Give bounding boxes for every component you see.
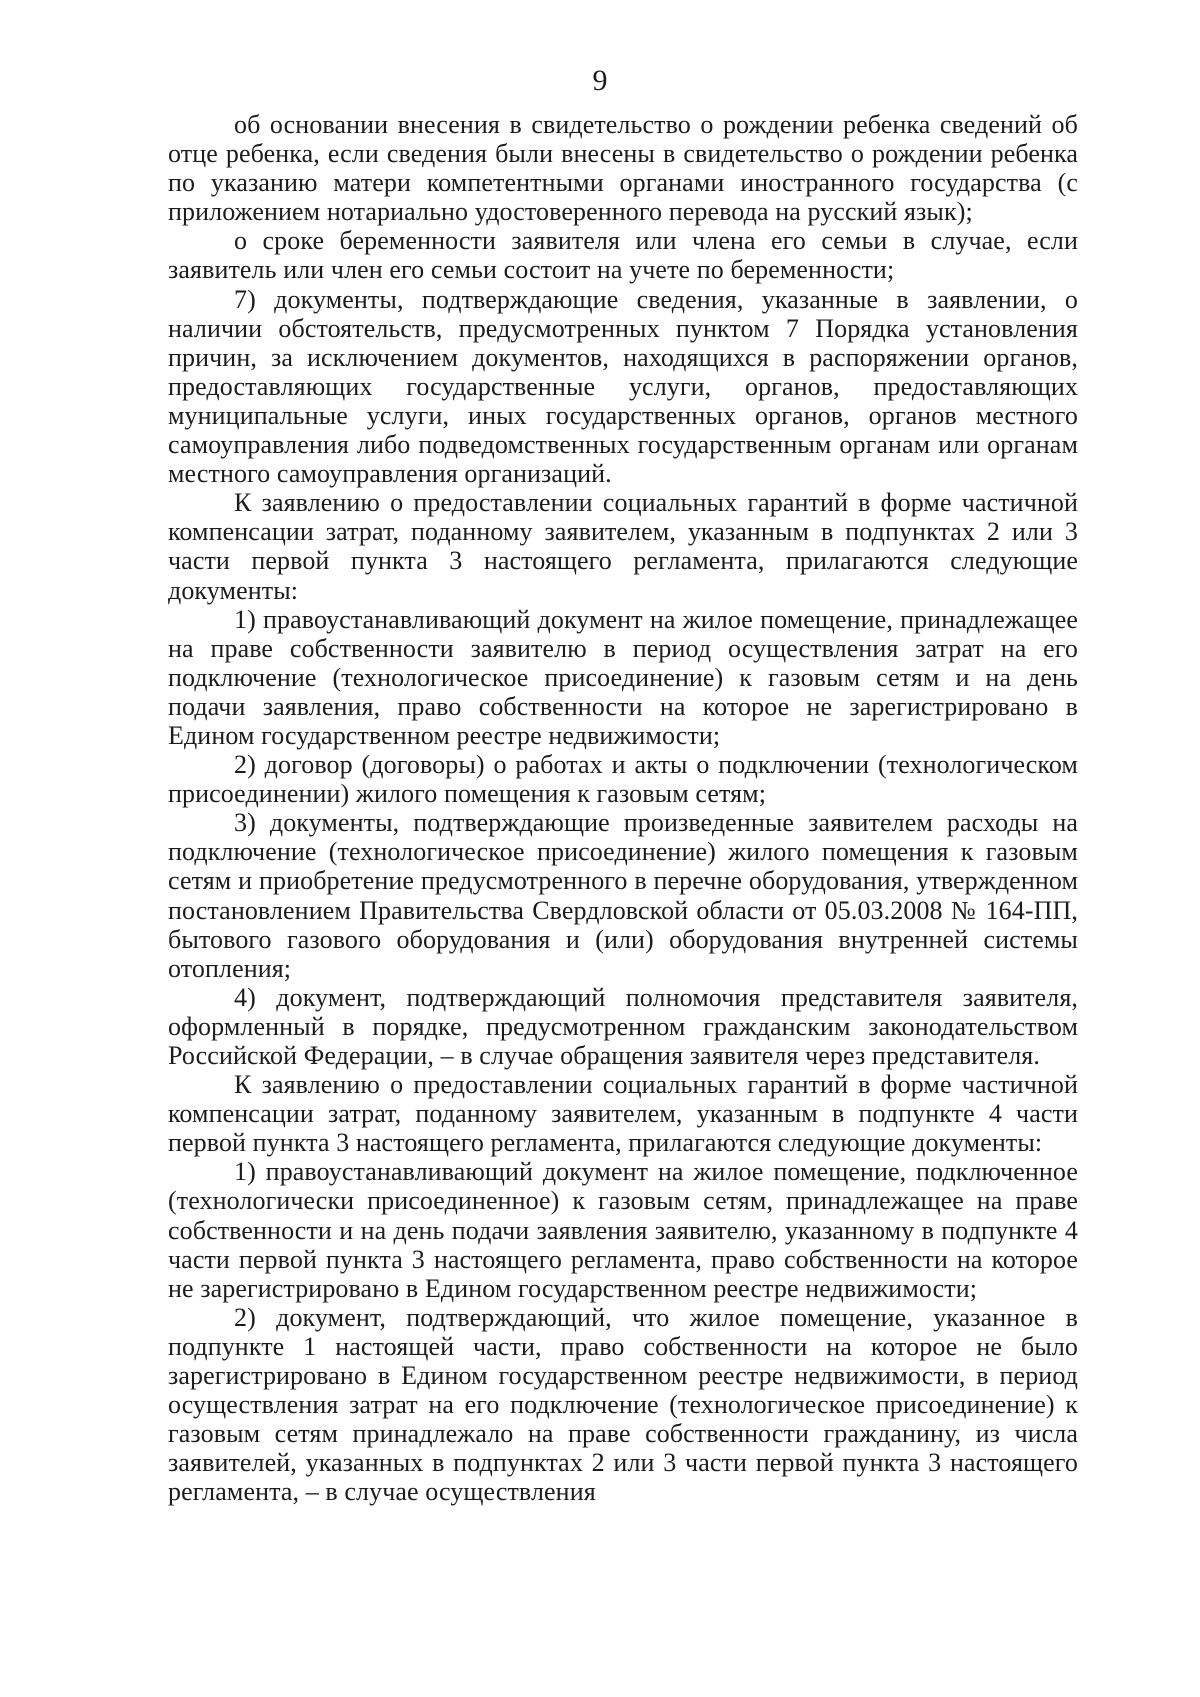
list-item-2-ownership-confirmation: 2) документ, подтверждающий, что жилое помещение, указанное в подпункте 1 настоящей части, право собственности на которое не было зарегистрировано в Едином государственном реестре недвижимости, в период осуществления затрат на его подключение (технологическое присоединение) к газовым сетям принадлежало на праве собственности гражданину, из числа заявителей, указанных в подпунктах 2 или 3 части первой пункта 3 настоящего регламента, – в случае осуществления: [168, 1302, 1078, 1507]
paragraph-compensation-subitem-4: К заявлению о предоставлении социальных гарантий в форме частичной компенсации затрат, поданному заявителем, указанным в подпункте 4 части первой пункта 3 настоящего регламента, прилагаются следующие документы:: [168, 1070, 1078, 1158]
list-item-1-title-document: 1) правоустанавливающий документ на жилое помещение, принадлежащее на праве собственности заявителю в период осуществления затрат на его подключение (технологическое присоединение) к газовым сетям и на день подачи заявления, право собственности на которое не зарегистрировано в Едином государственном реестре недвижимости;: [168, 604, 1078, 750]
paragraph-item-7-documents: 7) документы, подтверждающие сведения, указанные в заявлении, о наличии обстоятельств, предусмотренных пунктом 7 Порядка установления причин, за исключением документов, находящихся в распоряжении органов, предоставляющих государственные услуги, органов, предоставляющих муниципальные услуги, иных государственных органов, органов местного самоуправления либо подведомственных государственным органам или органам местного самоуправления организаций.: [168, 284, 1078, 489]
list-item-2-contracts: 2) договор (договоры) о работах и акты о подключении (технологическом присоединении) жилого помещения к газовым сетям;: [168, 750, 1078, 809]
paragraph-father-info: об основании внесения в свидетельство о рождении ребенка сведений об отце ребенка, если сведения были внесены в свидетельство о рождении ребенка по указанию матери компетентными органами иностранного государства (с приложением нотариально удостоверенного перевода на русский язык);: [168, 110, 1078, 227]
list-item-3-expense-documents: 3) документы, подтверждающие произведенные заявителем расходы на подключение (технологическое присоединение) жилого помещения к газовым сетям и приобретение предусмотренного в перечне оборудования, утвержденном постановлением Правительства Свердловской области от 05.03.2008 № 164-ПП, бытового газового оборудования и (или) оборудования внутренней системы отопления;: [168, 808, 1078, 983]
paragraph-compensation-subitems-2-3: К заявлению о предоставлении социальных гарантий в форме частичной компенсации затрат, поданному заявителем, указанным в подпунктах 2 или 3 части первой пункта 3 настоящего регламента, прилагаются следующие документы:: [168, 488, 1078, 605]
paragraph-pregnancy-term: о сроке беременности заявителя или члена его семьи в случае, если заявитель или член его семьи состоит на учете по беременности;: [168, 226, 1078, 285]
list-item-1-title-document-connected: 1) правоустанавливающий документ на жилое помещение, подключенное (технологически присоединенное) к газовым сетям, принадлежащее на праве собственности и на день подачи заявления заявителю, указанному в подпункте 4 части первой пункта 3 настоящего регламента, право собственности на которое не зарегистрировано в Едином государственном реестре недвижимости;: [168, 1157, 1078, 1303]
list-item-4-representative-authority: 4) документ, подтверждающий полномочия представителя заявителя, оформленный в порядке, предусмотренном гражданским законодательством Российской Федерации, – в случае обращения заявителя через представителя.: [168, 982, 1078, 1070]
document-body: [168, 110, 1078, 1507]
page-number: 9: [592, 64, 608, 97]
